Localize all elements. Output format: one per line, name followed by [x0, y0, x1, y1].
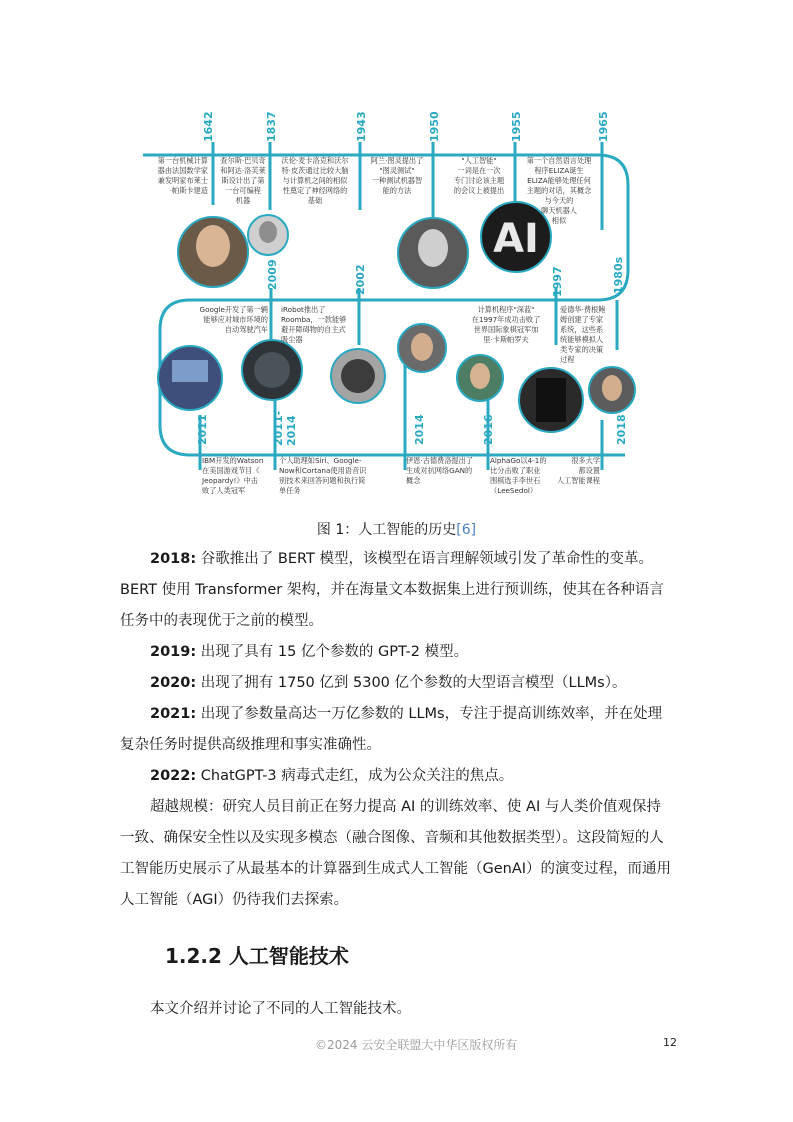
section-heading: [165, 940, 349, 969]
timeline-node-2002: iRobot推出了 Roomba，一款能够 避开障碍物的自主式 吸尘器: [281, 305, 347, 344]
timeline-year: 1980s: [612, 256, 625, 294]
timeline-year: 2009: [266, 259, 279, 290]
caption-text: 图 1：人工智能的历史: [316, 522, 457, 538]
timeline-year: 2014: [413, 414, 426, 445]
timeline-year: 2018: [615, 414, 628, 445]
timeline-year: 1642: [202, 111, 215, 142]
paragraph-text: 出现了拥有 1750 亿到 5300 亿个参数的大型语言模型（LLMs）。: [196, 675, 627, 691]
timeline-year: 2011: [196, 414, 209, 445]
year-label: 2019:: [150, 644, 197, 660]
timeline-node-2009: Google开发了第一辆 能够应对城市环境的 自动驾驶汽车: [199, 305, 268, 334]
timeline-node-1965: 第一个自然语言处理 程序ELIZA诞生 ELIZA能够处理任何 主题的对话，其概念 与今天的 聊天机器人 相似: [526, 156, 592, 225]
paragraph-2022: [120, 761, 675, 792]
paragraph-2020: [120, 668, 675, 699]
timeline-node-1980s: 爱德华·费根鲍 姆创建了专家 系统，这些系 统能够模拟人 类专家的决策 过程: [560, 305, 606, 364]
timeline-node-1642: 第一台机械计算 器由法国数学家 兼发明家布莱士 ·帕斯卡建造: [157, 156, 208, 195]
paragraph-2021: [120, 699, 675, 761]
timeline-node-2011-2014: 个人助理如Siri、Google- Now和Cortana使用语音识 别技术来回答问题和执行简 单任务: [279, 456, 367, 495]
paragraph-text: 谷歌推出了 BERT 模型，该模型在语言理解领域引发了革命性的变革。BERT 使用 Transformer 架构，并在海量文本数据集上进行预训练，使其在各种语言任务中的表现优于之前的模型。: [120, 551, 664, 629]
timeline-node-1955: "人工智能" 一词是在一次 专门讨论该主题 的会议上被提出: [453, 156, 505, 195]
intro-paragraph: 本文介绍并讨论了不同的人工智能技术。: [150, 1001, 411, 1017]
timeline-node-1837: 查尔斯·巴贝奇 和阿达·洛芙莱 斯设计出了第 一台可编程 机器: [220, 156, 266, 205]
year-label: 2022:: [150, 768, 197, 784]
timeline-year: 2011-: [272, 410, 285, 446]
year-label: 2021:: [150, 706, 197, 722]
timeline-year: 1997: [551, 266, 564, 297]
timeline-year: 2002: [354, 264, 367, 295]
ai-history-timeline: [0, 0, 793, 510]
timeline-year: 2014: [285, 415, 298, 446]
paragraph-2018: [120, 544, 675, 637]
figure-caption: [0, 519, 793, 539]
timeline-year: 1955: [510, 111, 523, 142]
paragraph-text: 出现了参数量高达一万亿参数的 LLMs，专注于提高训练效率，并在处理复杂任务时提供高级推理和事实准确性。: [120, 706, 663, 753]
closing-paragraph: 超越规模：研究人员目前正在努力提高 AI 的训练效率、使 AI 与人类价值观保持一致、确保安全性以及实现多模态（融合图像、音频和其他数据类型）。这段简短的人工智能历史展示了从最基本的计算器到生成式人工智能（GenAI）的演变过程，而通用人工智能（AGI）仍待我们去探索。: [120, 799, 672, 908]
timeline-node-2014: 伊恩·古德费洛提出了 生成对抗网络GAN的 概念: [406, 456, 473, 485]
timeline-year: 2016: [482, 414, 495, 445]
year-label: 2020:: [150, 675, 197, 691]
caption-reference-link[interactable]: [6]: [456, 522, 477, 538]
copyright-footer: ©2024 云安全联盟大中华区版权所有: [315, 1038, 518, 1052]
timeline-node-1950: 阿兰·图灵提出了 "图灵测试" 一种测试机器智 能的方法: [370, 156, 424, 195]
paragraph-text: 出现了具有 15 亿个参数的 GPT-2 模型。: [196, 644, 469, 660]
paragraph-text: ChatGPT-3 病毒式走红，成为公众关注的焦点。: [196, 768, 514, 784]
timeline-node-2011: IBM开发的Watson 在美国游戏节目《 Jeopardy!》中击 败了人类冠军: [202, 456, 264, 495]
timeline-year: 1943: [355, 111, 368, 142]
page-number: 12: [663, 1036, 677, 1049]
paragraph-2019: [120, 637, 675, 668]
timeline-node-1943: 沃伦·麦卡洛克和沃尔 特·皮茨通过比较大脑 与计算机之间的相似 性奠定了神经网络的 基础: [281, 156, 349, 205]
svg-text:AI: AI: [493, 216, 539, 262]
timeline-node-1997: 计算机程序"深蓝" 在1997年成功击败了 世界国际象棋冠军加 里·卡斯帕罗夫: [471, 305, 541, 344]
timeline-node-2016: AlphaGo以4-1的 比分击败了职业 围棋选手李世石 （LeeSedol）: [490, 456, 547, 495]
timeline-year: 1965: [597, 111, 610, 142]
timeline-node-2018: 很多大学 都设置 人工智能课程: [556, 456, 600, 485]
section-title: 人工智能技术: [228, 944, 349, 968]
year-label: 2018:: [150, 551, 197, 567]
section-number: 1.2.2: [165, 944, 222, 968]
timeline-year: 1837: [265, 111, 278, 142]
timeline-year: 1950: [428, 111, 441, 142]
